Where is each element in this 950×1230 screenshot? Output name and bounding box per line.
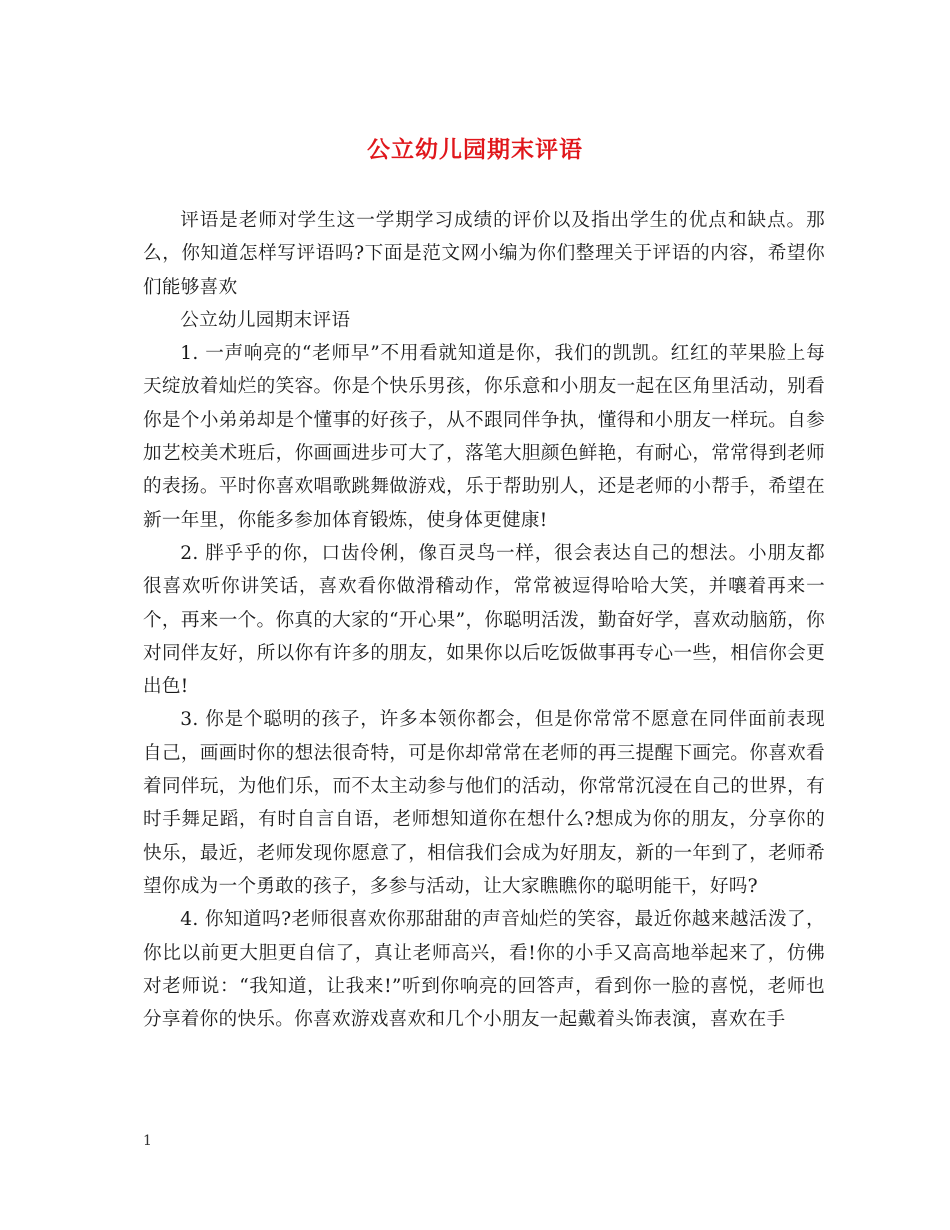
page-number: 1 xyxy=(143,1133,152,1149)
comment-paragraph-4: 4. 你知道吗?老师很喜欢你那甜甜的声音灿烂的笑容，最近你越来越活泼了，你比以前更大胆更自信了，真让老师高兴，看!你的小手又高高地举起来了，仿佛对老师说：“我知道，让我来!”听到你响亮的回答声，看到你一脸的喜悦，老师也分享着你的快乐。你喜欢游戏喜欢和几个小朋友一起戴着头饰表演，喜欢在手 xyxy=(143,909,825,1031)
comment-paragraph-2: 2. 胖乎乎的你，口齿伶俐，像百灵鸟一样，很会表达自己的想法。小朋友都很喜欢听你讲笑话，喜欢看你做滑稽动作，常常被逗得哈哈大笑，并嚷着再来一个，再来一个。你真的大家的“开心果”，你聪明活泼，勤奋好学，喜欢动脑筋，你对同伴友好，所以你有许多的朋友，如果你以后吃饭做事再专心一些，相信你会更出色! xyxy=(143,542,825,698)
intro-paragraph: 评语是老师对学生这一学期学习成绩的评价以及指出学生的优点和缺点。那么，你知道怎样写评语吗?下面是范文网小编为你们整理关于评语的内容，希望你们能够喜欢 xyxy=(143,210,825,298)
document-body xyxy=(143,204,825,1036)
comment-paragraph-1: 1. 一声响亮的“老师早”不用看就知道是你，我们的凯凯。红红的苹果脸上每天绽放着灿烂的笑容。你是个快乐男孩，你乐意和小朋友一起在区角里活动，别看你是个小弟弟却是个懂事的好孩子，从不跟同伴争执，懂得和小朋友一样玩。自参加艺校美术班后，你画画进步可大了，落笔大胆颜色鲜艳，有耐心，常常得到老师的表扬。平时你喜欢唱歌跳舞做游戏，乐于帮助别人，还是老师的小帮手，希望在新一年里，你能多参加体育锻炼，使身体更健康! xyxy=(143,343,825,531)
comment-paragraph-3: 3. 你是个聪明的孩子，许多本领你都会，但是你常常不愿意在同伴面前表现自己，画画时你的想法很奇特，可是你却常常在老师的再三提醒下画完。你喜欢看着同伴玩，为他们乐，而不太主动参与他们的活动，你常常沉浸在自己的世界，有时手舞足蹈，有时自言自语，老师想知道你在想什么?想成为你的朋友，分享你的快乐，最近，老师发现你愿意了，相信我们会成为好朋友，新的一年到了，老师希望你成为一个勇敢的孩子，多参与活动，让大家瞧瞧你的聪明能干，好吗? xyxy=(143,709,825,897)
section-heading: 公立幼儿园期末评语 xyxy=(180,309,351,331)
document-title: 公立幼儿园期末评语 xyxy=(367,136,583,163)
